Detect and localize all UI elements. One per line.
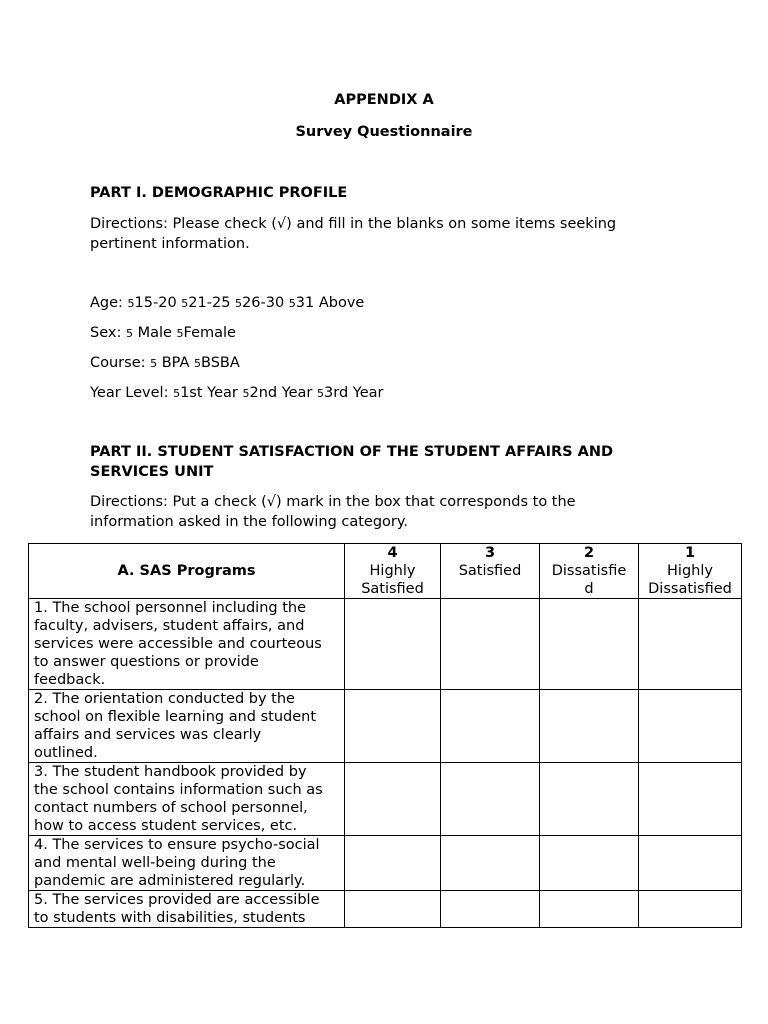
part2-heading-line1: PART II. STUDENT SATISFACTION OF THE STUDENT AFFAIRS AND bbox=[90, 444, 614, 460]
scale-number: 3 bbox=[484, 545, 496, 561]
question-line: how to access student services, etc. bbox=[34, 818, 298, 834]
checkbox-icon[interactable]: 5 bbox=[194, 357, 202, 370]
question-cell bbox=[29, 763, 345, 836]
table-row bbox=[29, 690, 742, 763]
table-row bbox=[29, 599, 742, 690]
rating-cell[interactable] bbox=[639, 836, 742, 891]
question-line: services were accessible and courteous bbox=[34, 636, 322, 652]
question-line: 1. The school personnel including the bbox=[34, 600, 307, 616]
question-line: faculty, advisers, student affairs, and bbox=[34, 618, 305, 634]
table-row bbox=[29, 763, 742, 836]
year-level-option: 2nd Year bbox=[249, 385, 313, 401]
scale-label: d bbox=[584, 581, 594, 597]
scale-header bbox=[540, 544, 639, 599]
rating-cell[interactable] bbox=[345, 599, 441, 690]
checkbox-icon[interactable]: 5 bbox=[288, 297, 296, 310]
table-row bbox=[29, 836, 742, 891]
sex-option: Male bbox=[137, 325, 172, 341]
year-level-option: 3rd Year bbox=[324, 385, 384, 401]
part1-directions-line2: pertinent information. bbox=[90, 236, 250, 252]
question-cell bbox=[29, 690, 345, 763]
rating-cell[interactable] bbox=[639, 763, 742, 836]
rating-cell[interactable] bbox=[441, 763, 540, 836]
checkbox-icon[interactable]: 5 bbox=[125, 327, 133, 340]
question-line: and mental well-being during the bbox=[34, 855, 276, 871]
question-line: 3. The student handbook provided by bbox=[34, 764, 307, 780]
age-option: 31 Above bbox=[295, 295, 365, 311]
scale-label: Satisfied bbox=[458, 563, 522, 579]
age-option: 21-25 bbox=[188, 295, 231, 311]
rating-cell[interactable] bbox=[441, 891, 540, 928]
scale-label: Highly bbox=[369, 563, 416, 579]
rating-cell[interactable] bbox=[345, 891, 441, 928]
rating-cell[interactable] bbox=[345, 690, 441, 763]
scale-label: Dissatisfie bbox=[551, 563, 627, 579]
scale-number: 4 bbox=[387, 545, 398, 561]
checkbox-icon[interactable]: 5 bbox=[181, 297, 189, 310]
part2-directions bbox=[90, 492, 576, 532]
checkbox-icon[interactable]: 5 bbox=[150, 357, 158, 370]
scale-header bbox=[441, 544, 540, 599]
scale-label: Highly bbox=[667, 563, 713, 579]
scale-number: 1 bbox=[684, 545, 696, 561]
year-level-option: 1st Year bbox=[180, 385, 238, 401]
sex-label: Sex: bbox=[90, 325, 126, 341]
question-line: outlined. bbox=[34, 745, 98, 761]
sex-row bbox=[90, 323, 236, 344]
question-line: the school contains information such as bbox=[34, 782, 323, 798]
year-level-row bbox=[90, 383, 383, 404]
rating-cell[interactable] bbox=[540, 836, 639, 891]
question-cell bbox=[29, 836, 345, 891]
course-row bbox=[90, 353, 240, 374]
course-label: Course: bbox=[90, 355, 151, 371]
rating-cell[interactable] bbox=[639, 599, 742, 690]
scale-number: 2 bbox=[583, 545, 595, 561]
scale-header bbox=[345, 544, 441, 599]
checkbox-icon[interactable]: 5 bbox=[176, 327, 184, 340]
survey-title: Survey Questionnaire bbox=[295, 124, 473, 140]
part2-heading-line2: SERVICES UNIT bbox=[90, 464, 214, 480]
question-line: school on flexible learning and student bbox=[34, 709, 317, 725]
course-option: BPA bbox=[157, 355, 190, 371]
rating-cell[interactable] bbox=[345, 836, 441, 891]
rating-cell[interactable] bbox=[540, 599, 639, 690]
rating-cell[interactable] bbox=[540, 891, 639, 928]
checkbox-icon[interactable]: 5 bbox=[317, 387, 325, 400]
question-line: to students with disabilities, students bbox=[34, 910, 306, 926]
age-option: 15-20 bbox=[134, 295, 177, 311]
checkbox-icon[interactable]: 5 bbox=[235, 297, 243, 310]
question-line: pandemic are administered regularly. bbox=[34, 873, 306, 889]
question-cell bbox=[29, 599, 345, 690]
age-row bbox=[90, 293, 364, 314]
table-row bbox=[29, 891, 742, 928]
rating-cell[interactable] bbox=[540, 763, 639, 836]
part2-directions-line2: information asked in the following category. bbox=[90, 514, 409, 530]
sex-option: Female bbox=[183, 325, 236, 341]
question-line: feedback. bbox=[34, 672, 106, 688]
table-header-row bbox=[29, 544, 742, 599]
checkbox-icon[interactable]: 5 bbox=[242, 387, 250, 400]
question-line: affairs and services was clearly bbox=[34, 727, 262, 743]
rating-cell[interactable] bbox=[639, 891, 742, 928]
question-line: 5. The services provided are accessible bbox=[34, 892, 320, 908]
scale-label: Satisfied bbox=[361, 581, 424, 597]
scale-header bbox=[639, 544, 742, 599]
appendix-title: APPENDIX A bbox=[334, 92, 434, 108]
part1-directions bbox=[90, 214, 616, 254]
question-cell bbox=[29, 891, 345, 928]
scale-label: Dissatisfied bbox=[648, 581, 732, 597]
rating-cell[interactable] bbox=[441, 599, 540, 690]
program-header: A. SAS Programs bbox=[29, 544, 345, 599]
question-line: 2. The orientation conducted by the bbox=[34, 691, 295, 707]
question-line: 4. The services to ensure psycho-social bbox=[34, 837, 320, 853]
rating-cell[interactable] bbox=[345, 763, 441, 836]
checkbox-icon[interactable]: 5 bbox=[173, 387, 181, 400]
rating-cell[interactable] bbox=[441, 690, 540, 763]
year-level-label: Year Level: bbox=[90, 385, 174, 401]
rating-cell[interactable] bbox=[540, 690, 639, 763]
age-option: 26-30 bbox=[242, 295, 285, 311]
rating-cell[interactable] bbox=[441, 836, 540, 891]
sas-programs-table bbox=[28, 543, 742, 928]
question-line: contact numbers of school personnel, bbox=[34, 800, 308, 816]
question-line: to answer questions or provide bbox=[34, 654, 259, 670]
course-option: BSBA bbox=[201, 355, 240, 371]
age-label: Age: bbox=[90, 295, 128, 311]
part2-heading bbox=[90, 442, 613, 482]
part1-directions-line1: Directions: Please check (√) and fill in the blanks on some items seeking bbox=[90, 216, 617, 232]
part2-directions-line1: Directions: Put a check (√) mark in the box that corresponds to the bbox=[90, 494, 576, 510]
checkbox-icon[interactable]: 5 bbox=[127, 297, 135, 310]
rating-cell[interactable] bbox=[639, 690, 742, 763]
part1-heading: PART I. DEMOGRAPHIC PROFILE bbox=[90, 185, 348, 201]
